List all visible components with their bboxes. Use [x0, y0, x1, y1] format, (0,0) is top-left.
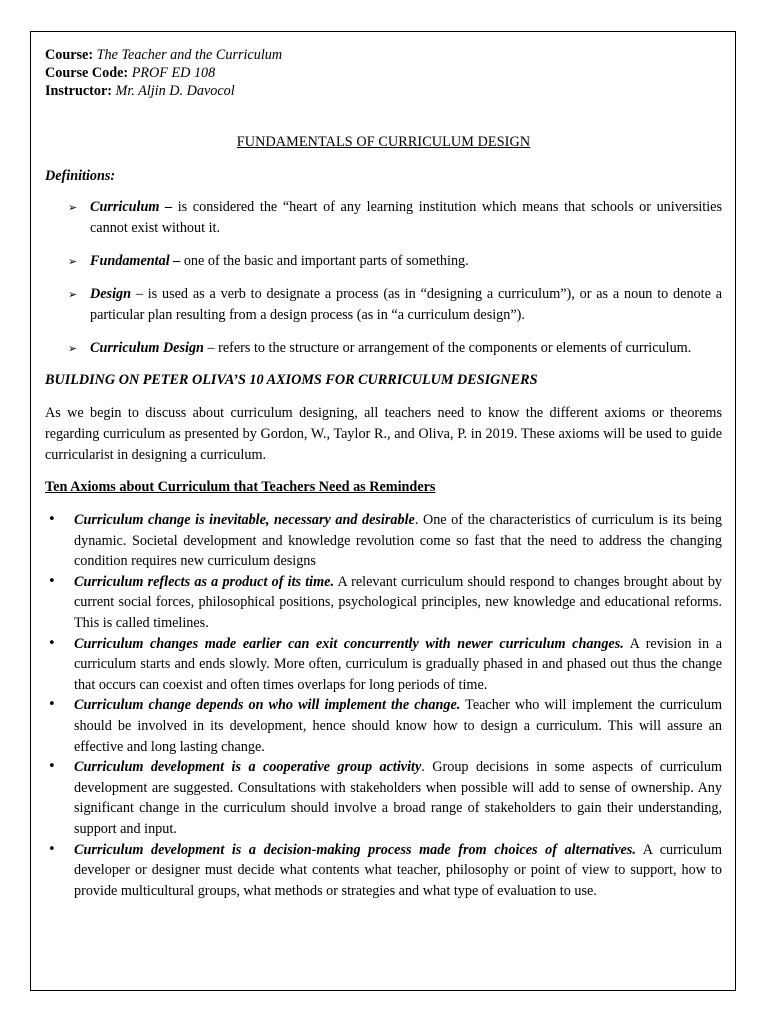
axiom-item: [45, 510, 722, 572]
section-heading: BUILDING ON PETER OLIVA’S 10 AXIOMS FOR CURRICULUM DESIGNERS: [45, 372, 538, 388]
axiom-item: [45, 634, 722, 696]
definition-term: Curriculum –: [90, 199, 173, 215]
bullet-icon: •: [48, 841, 56, 857]
axiom-text: A revision in a curriculum starts and ends slowly. More often, curriculum is gradually phased in and phased out thus the change that occurs can coexist and often times overlaps for long periods of time.: [74, 635, 722, 693]
document-title: FUNDAMENTALS OF CURRICULUM DESIGN: [236, 134, 531, 150]
definition-text: is considered the “heart of any learning institution which means that schools or universities cannot exist without it.: [90, 199, 722, 236]
axiom-lead: Curriculum change depends on who will implement the change.: [74, 697, 461, 714]
instructor-label: Instructor:: [45, 83, 112, 99]
course-label: Course:: [45, 47, 94, 63]
axioms-heading: Ten Axioms about Curriculum that Teachers Need as Reminders: [45, 479, 436, 495]
instructor-value: Mr. Aljin D. Davocol: [115, 83, 235, 99]
axiom-text: Teacher who will implement the curriculum should be involved in its development, hence should know how to design a curriculum. This will assure an effective and long lasting change.: [74, 697, 722, 755]
intro-paragraph: As we begin to discuss about curriculum designing, all teachers need to know the different axioms or theorems regarding curriculum as presented by Gordon, W., Taylor R., and Oliva, P. in 2019. These axioms will be used to guide curricularist in designing a curriculum.: [45, 405, 722, 463]
definition-item: [45, 284, 722, 326]
definition-item: [45, 338, 722, 359]
course-value: The Teacher and the Curriculum: [96, 47, 283, 63]
axiom-item: [45, 840, 722, 902]
bullet-icon: •: [48, 512, 56, 527]
definition-text: – is used as a verb to designate a process (as in “designing a curriculum”), or as a noun to denote a particular plan resulting from a design process (as in “a curriculum design”).: [90, 286, 722, 323]
axiom-lead: Curriculum reflects as a product of its time.: [74, 573, 335, 590]
arrow-bullet-icon: ➢: [68, 288, 78, 301]
definition-item: [45, 197, 722, 239]
axiom-lead: Curriculum change is inevitable, necessary and desirable: [74, 512, 415, 528]
axiom-lead: Curriculum development is a decision-making process made from choices of alternatives.: [74, 841, 636, 858]
bullet-icon: •: [48, 697, 56, 713]
definition-term: Design: [90, 286, 131, 302]
course-code-label: Course Code:: [45, 65, 129, 81]
axiom-lead: Curriculum development is a cooperative group activity: [74, 759, 422, 776]
definitions-heading: Definitions:: [45, 168, 116, 184]
axiom-item: [45, 572, 722, 634]
bullet-icon: •: [48, 573, 56, 589]
axiom-text: . One of the characteristics of curriculum is its being dynamic. Societal development and knowledge revolution come so fast that the need to address the changing condition requires new curriculum designs: [74, 512, 722, 570]
bullet-icon: •: [48, 635, 56, 651]
axiom-item: [45, 695, 722, 757]
axiom-lead: Curriculum changes made earlier can exit concurrently with newer curriculum changes.: [74, 635, 624, 652]
instructor-line: [45, 82, 722, 100]
course-line: [45, 46, 722, 64]
course-code-value: PROF ED 108: [131, 65, 216, 81]
definition-term: Fundamental –: [90, 253, 181, 269]
definition-item: [45, 251, 722, 272]
arrow-bullet-icon: ➢: [68, 201, 78, 214]
arrow-bullet-icon: ➢: [68, 255, 78, 268]
definition-term: Curriculum Design: [90, 340, 204, 356]
course-code-line: [45, 64, 722, 82]
axiom-item: [45, 757, 722, 839]
axiom-text: A relevant curriculum should respond to changes brought about by current social forces, philosophical positions, psychological principles, new knowledge and educational reforms. This is called timelines.: [74, 573, 723, 631]
bullet-icon: •: [48, 759, 56, 775]
definition-text: one of the basic and important parts of something.: [180, 253, 469, 269]
axiom-text: . Group decisions in some aspects of curriculum development are suggested. Consultations with stakeholders when possible will add to sense of ownership. Any significant change in the curriculum should involve a broad range of stakeholders to gain their understanding, support and input.: [74, 759, 722, 837]
axiom-text: A curriculum developer or designer must decide what contents what teacher, philosophy or point of view to support, how to provide multicultural groups, what methods or strategies and what type of evaluation to use.: [74, 841, 722, 899]
definition-text: – refers to the structure or arrangement of the components or elements of curriculum.: [203, 340, 692, 356]
document-body: [45, 46, 722, 901]
definitions-list: [45, 197, 722, 359]
axioms-list: [45, 510, 722, 901]
arrow-bullet-icon: ➢: [68, 342, 78, 355]
